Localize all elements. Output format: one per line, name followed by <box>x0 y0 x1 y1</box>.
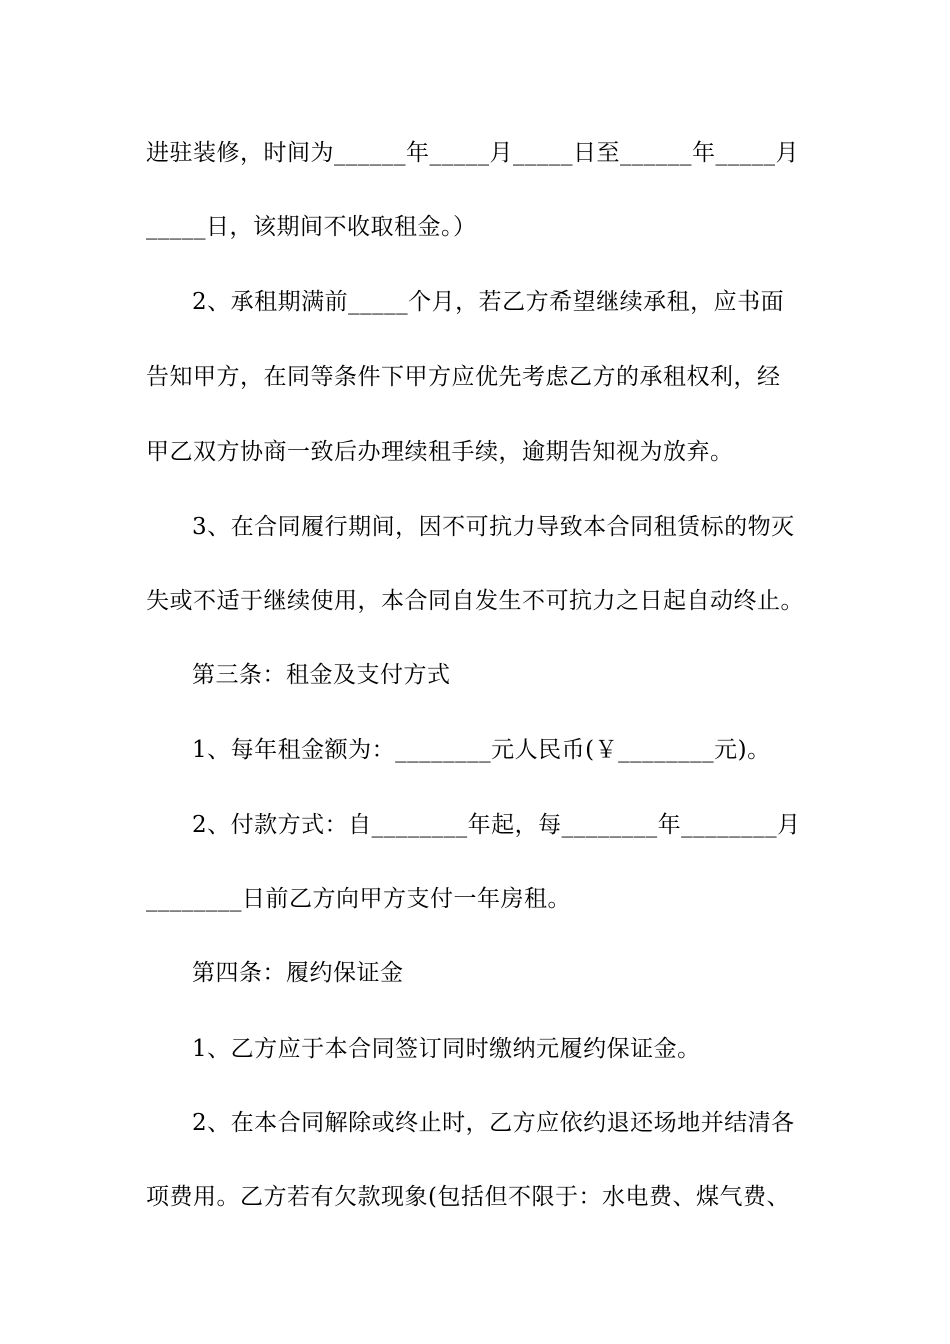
text-line: 3、在合同履行期间，因不可抗力导致本合同租赁标的物灭 <box>192 514 795 540</box>
text-line: 项费用。乙方若有欠款现象(包括但不限于：水电费、煤气费、 <box>146 1184 790 1210</box>
text-line: 2、在本合同解除或终止时，乙方应依约退还场地并结清各 <box>192 1110 795 1136</box>
text-line: 告知甲方，在同等条件下甲方应优先考虑乙方的承租权利，经 <box>146 364 781 390</box>
text-line: 甲乙双方协商一致后办理续租手续，逾期告知视为放弃。 <box>146 439 734 465</box>
text-line: 失或不适于继续使用，本合同自发生不可抗力之日起自动终止。 <box>146 588 804 614</box>
text-line: ________日前乙方向甲方支付一年房租。 <box>146 886 571 912</box>
section-heading: 第四条：履约保证金 <box>192 960 404 986</box>
text-line: 1、每年租金额为：________元人民币(￥________元)。 <box>192 737 771 763</box>
text-line: 2、承租期满前_____个月，若乙方希望继续承租，应书面 <box>192 289 785 315</box>
text-line: 2、付款方式：自________年起，每________年________月 <box>192 812 801 838</box>
text-line: 1、乙方应于本合同签订同时缴纳元履约保证金。 <box>192 1036 701 1062</box>
text-line: _____日，该期间不收取租金。） <box>146 214 477 240</box>
text-line: 进驻装修，时间为______年_____月_____日至______年_____月 <box>146 140 799 166</box>
section-heading: 第三条：租金及支付方式 <box>192 662 451 688</box>
